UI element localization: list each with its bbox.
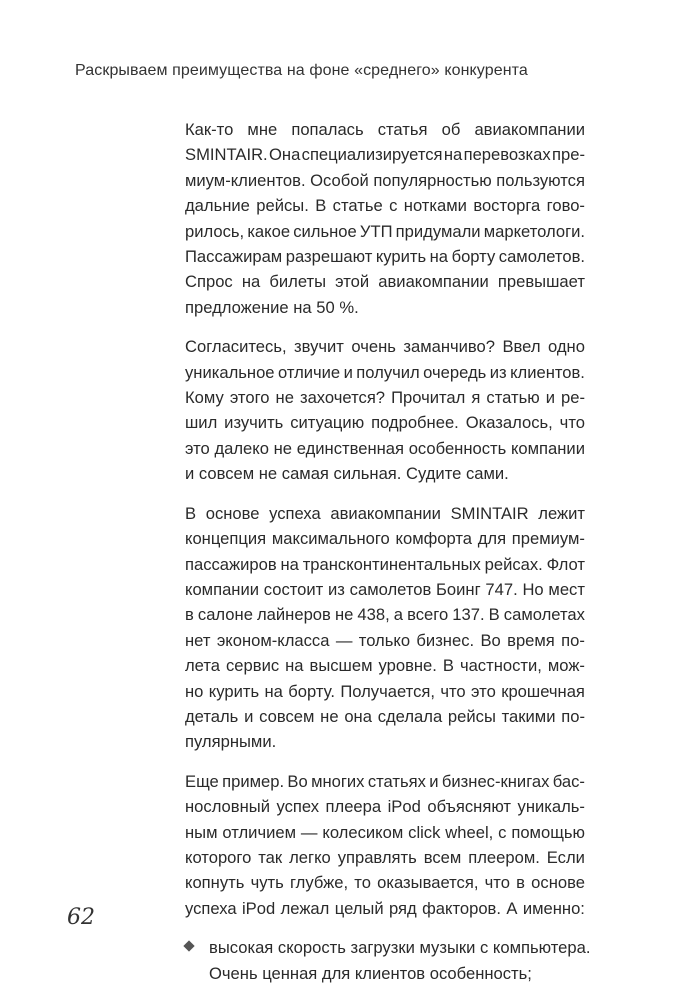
running-header: Раскрываем преимущества на фоне «среднего» конкурента bbox=[75, 62, 528, 79]
text-line: нет эконом-класса — только бизнес. Во время по- bbox=[185, 630, 585, 650]
text-line: миум-клиентов. Особой популярностью пользуются bbox=[185, 170, 585, 190]
text-line: предложение на 50 %. bbox=[185, 297, 359, 317]
text-line: Как-то мне попалась статья об авиакомпании bbox=[185, 120, 585, 139]
text-line: пулярными. bbox=[185, 732, 277, 752]
paragraph-2 bbox=[185, 334, 585, 486]
bullet-item bbox=[185, 935, 591, 986]
text-line: ным отличием — колесиком click wheel, с помощью bbox=[185, 822, 585, 842]
paragraph-1 bbox=[185, 117, 585, 320]
paragraph-4 bbox=[185, 769, 585, 921]
text-line: лета сервис на высшем уровне. В частности, мож- bbox=[185, 656, 585, 676]
text-line: в салоне лайнеров не 438, а всего 137. В самолетах bbox=[185, 605, 585, 625]
text-line: В основе успеха авиакомпании SMINTAIR лежит bbox=[185, 503, 585, 523]
text-line: Еще пример. Во многих статьях и бизнес-книгах бас- bbox=[185, 771, 585, 791]
text-line: компании состоит из самолетов Боинг 747. Но мест bbox=[185, 579, 585, 599]
text-line: шил изучить ситуацию подробнее. Оказалось, что bbox=[185, 413, 585, 433]
text-line: но курить на борту. Получается, что это крошечная bbox=[185, 681, 585, 701]
text-line: SMINTAIR. Она специализируется на перевозках пре- bbox=[185, 145, 585, 165]
paragraph-3 bbox=[185, 501, 585, 755]
text-line: Пассажирам разрешают курить на борту самолетов. bbox=[185, 247, 585, 267]
text-line: нословный успех плеера iPod объясняют уникаль- bbox=[185, 797, 585, 817]
body-text bbox=[185, 117, 591, 986]
text-line: уникальное отличие и получил очередь из клиентов. bbox=[185, 362, 585, 382]
text-line: Очень ценная для клиентов особенность; bbox=[209, 963, 532, 983]
text-line: высокая скорость загрузки музыки с компьютера. bbox=[209, 938, 591, 958]
text-line: которого так легко управлять всем плеером. Если bbox=[185, 847, 585, 867]
text-line: Кому этого не захочется? Прочитал я статью и ре- bbox=[185, 388, 585, 408]
text-line: успеха iPod лежал целый ряд факторов. А именно: bbox=[185, 898, 585, 918]
text-line: копнуть чуть глубже, то оказывается, что в основе bbox=[185, 873, 585, 893]
text-line: деталь и совсем не она сделала рейсы такими по- bbox=[185, 706, 585, 726]
page-number: 62 bbox=[67, 905, 95, 930]
text-line: Согласитесь, звучит очень заманчиво? Ввел одно bbox=[185, 337, 585, 357]
text-line: рилось, какое сильное УТП придумали маркетологи. bbox=[185, 221, 585, 241]
text-line: дальние рейсы. В статье с нотками восторга гово- bbox=[185, 196, 585, 216]
text-line: Спрос на билеты этой авиакомпании превышает bbox=[185, 272, 585, 292]
text-line: концепция максимального комфорта для премиум- bbox=[185, 529, 585, 549]
text-line: и совсем не самая сильная. Судите сами. bbox=[185, 464, 509, 484]
text-line: это далеко не единственная особенность компании bbox=[185, 438, 585, 458]
text-line: пассажиров на трансконтинентальных рейсах. Флот bbox=[185, 554, 585, 574]
diamond-bullet-icon bbox=[183, 941, 194, 952]
